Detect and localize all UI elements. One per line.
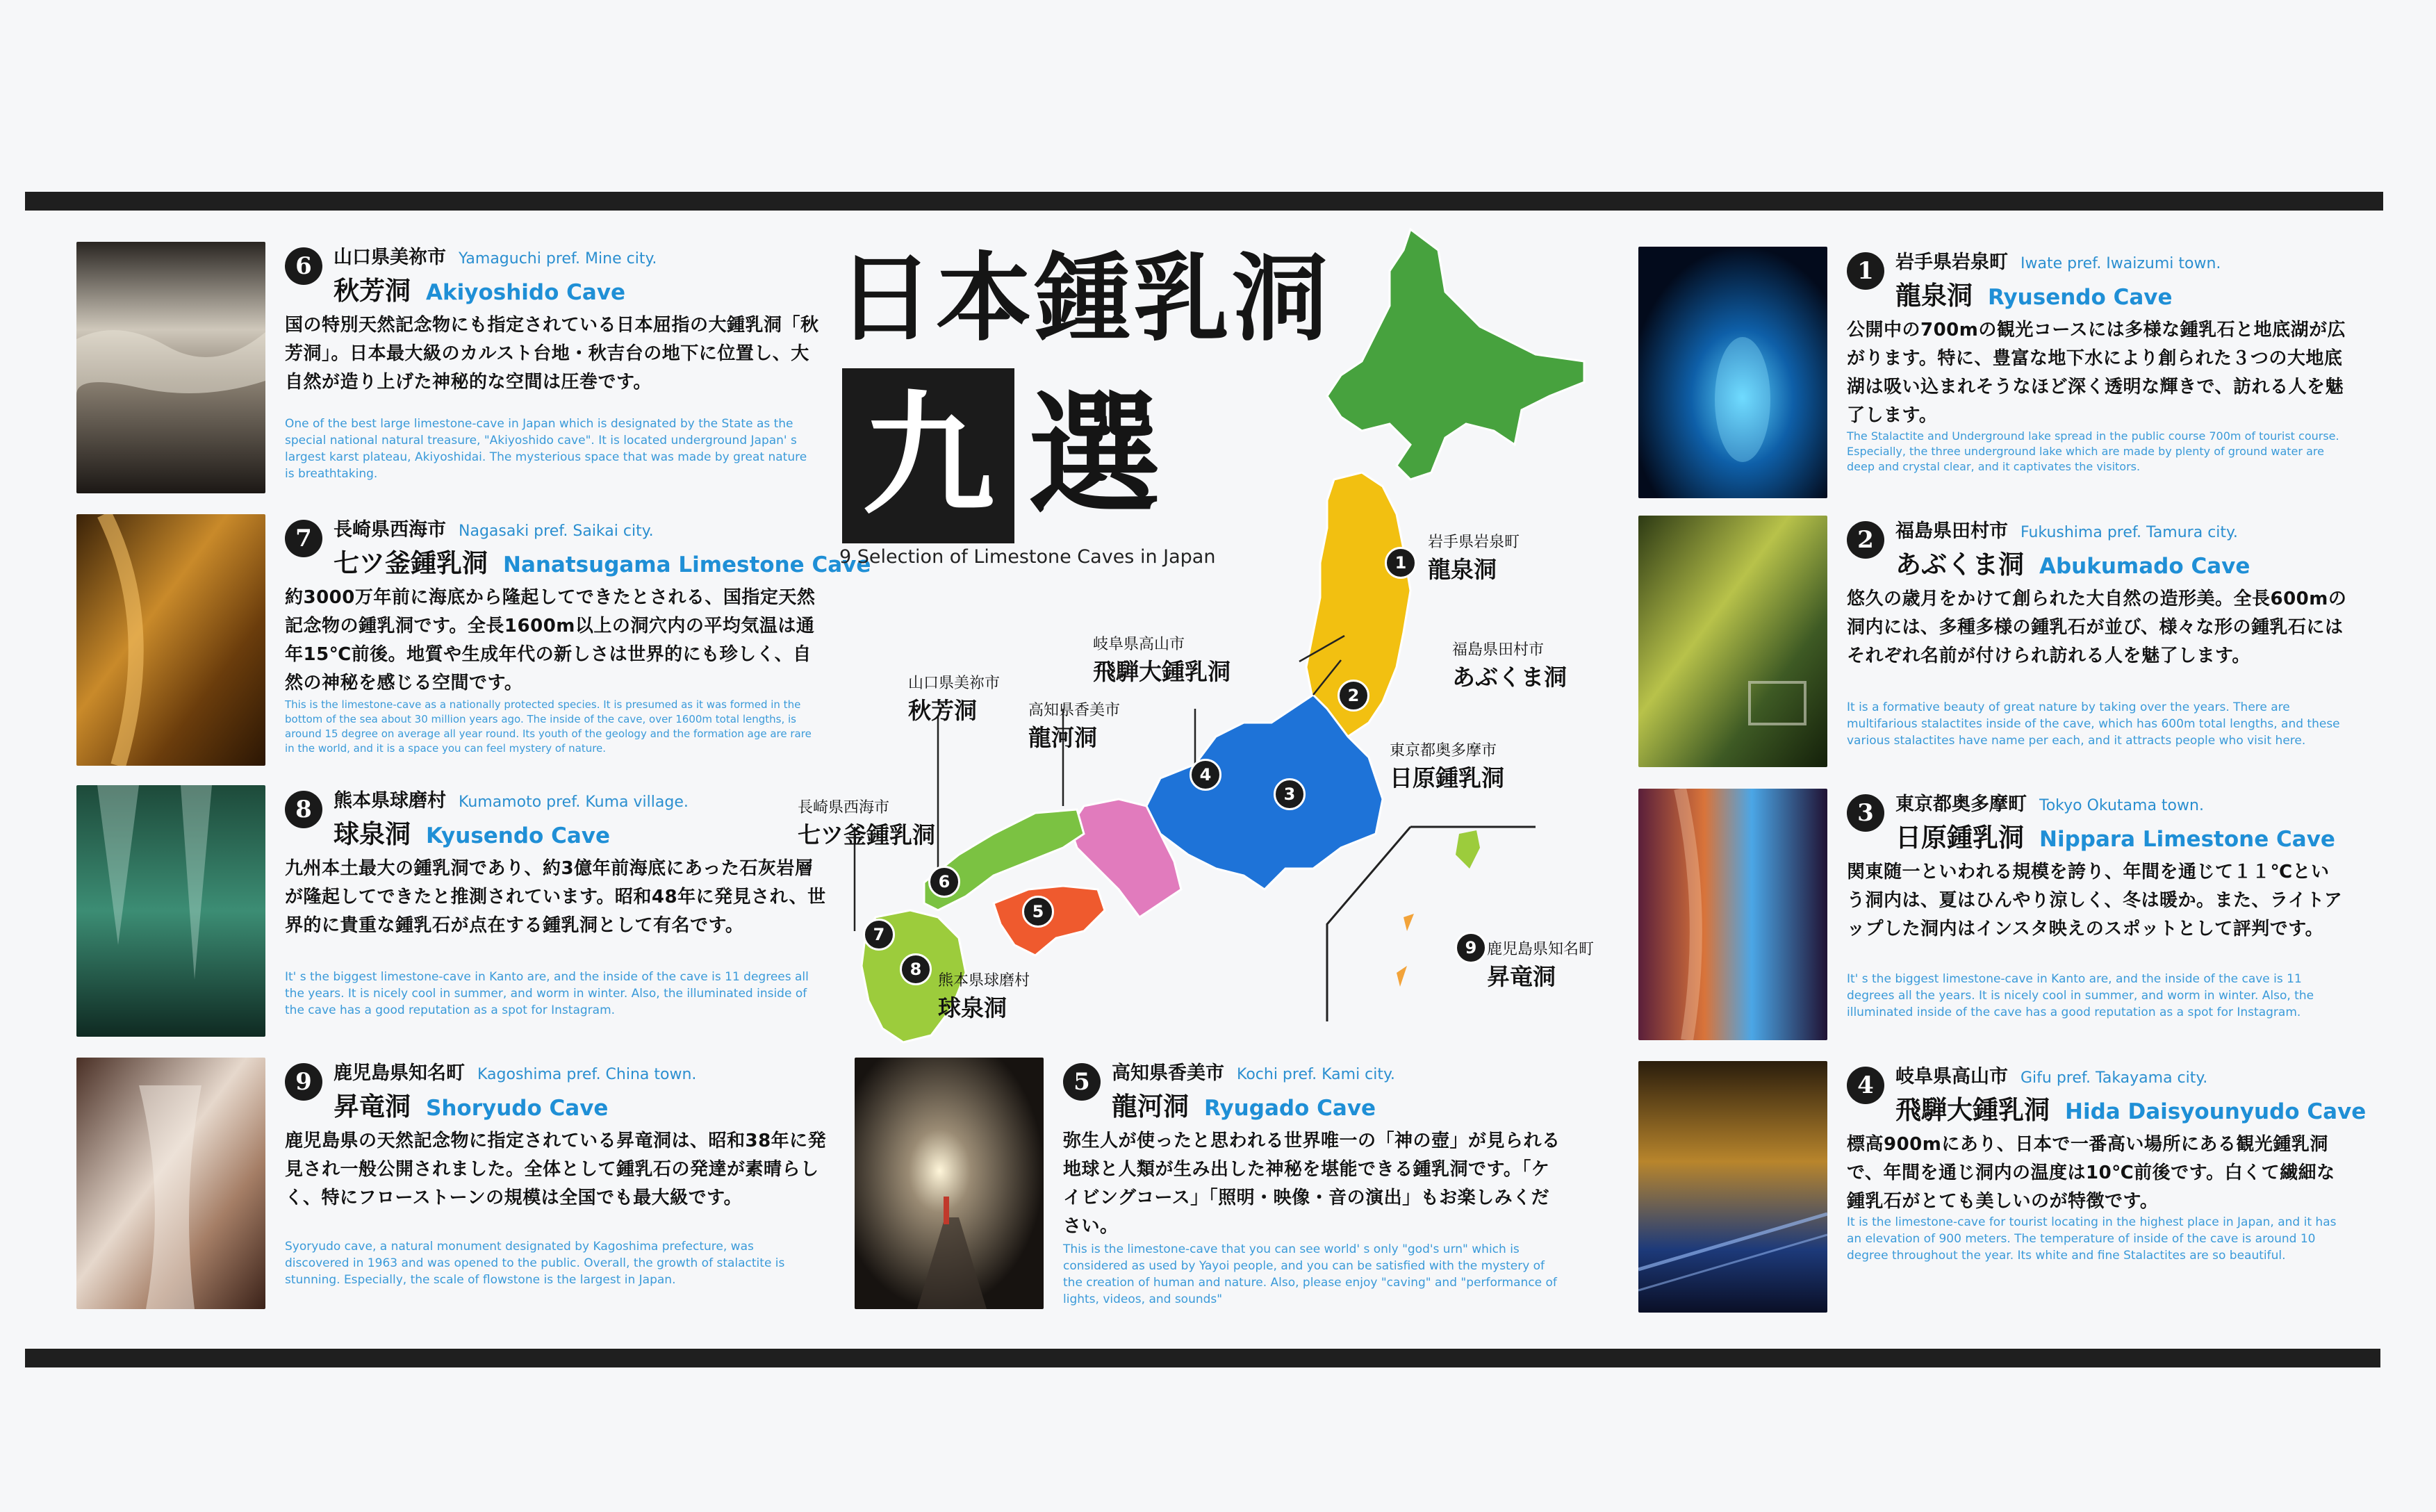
map-label-8: 熊本県球磨村 球泉洞: [938, 972, 1030, 1021]
cave-description-jp: 公開中の700mの観光コースには多様な鍾乳石と地底湖が広がります。特に、豊富な地下水により創られた３つの大地底湖は吸い込まれそうなほど深く透明な輝きで、訪れる人を魅了します。: [1847, 320, 2346, 426]
island: [1456, 830, 1480, 869]
map-label-3: 東京都奥多摩市 日原鍾乳洞: [1390, 742, 1504, 791]
cave-card-7: [76, 514, 871, 771]
map-label-9: 鹿児島県知名町 昇竜洞: [1487, 941, 1595, 990]
cave-location: 東京都奥多摩町 Tokyo Okutama town.: [1895, 794, 2204, 815]
cave-description-en: It is the limestone-cave for tourist locating in the highest place in Japan, and it has an elevation of 900 meters. The temperature of inside of the cave is around 10 degree throughout the year. Its white and fine Stalactites are so beautiful.: [1847, 1215, 2337, 1263]
map-label-6: 山口県美祢市 秋芳洞: [908, 675, 1001, 724]
shoryudo-cave-photo: [76, 1058, 265, 1309]
cave-number-badge: 3: [1847, 794, 1884, 832]
cave-name: 球泉洞 Kyusendo Cave: [334, 819, 611, 849]
map-label-5: 高知県香美市 龍河洞: [1028, 702, 1121, 751]
cave-number-badge: 7: [285, 520, 322, 557]
map-pin-3: 3: [1274, 778, 1306, 810]
cave-location: 高知県香美市 Kochi pref. Kami city.: [1112, 1062, 1395, 1084]
cave-location: 鹿児島県知名町 Kagoshima pref. China town.: [334, 1062, 697, 1084]
cave-description-jp: 九州本土最大の鍾乳洞であり、約3億年前海底にあった石灰岩層が隆起してできたと推測されています。昭和48年に発見され、世界的に貴重な鍾乳石が点在する鍾乳洞として有名です。: [285, 858, 826, 936]
cave-location: 山口県美祢市 Yamaguchi pref. Mine city.: [334, 247, 657, 268]
akiyoshido-cave-photo: [76, 242, 265, 493]
cave-number-badge: 8: [285, 791, 322, 828]
nanatsugama-cave-photo: [76, 514, 265, 766]
cave-name: 昇竜洞 Shoryudo Cave: [334, 1092, 609, 1121]
page-subtitle: 9 Selection of Limestone Caves in Japan: [839, 546, 1216, 568]
cave-description-en: It' s the biggest limestone-cave in Kanto are, and the inside of the cave is 11 degrees all the years. It is nicely cool in summer, and worm in winter. Also, the illuminated inside of the cave has a good reputation as a spot for Instagram.: [285, 970, 809, 1017]
cave-card-2: [1638, 516, 2389, 773]
cave-name: 龍河洞 Ryugado Cave: [1112, 1092, 1376, 1121]
inset-frame-line: [1327, 827, 1536, 1021]
cave-card-8: [76, 785, 827, 1042]
map-pin-1: 1: [1385, 547, 1417, 579]
cave-number-badge: 2: [1847, 521, 1884, 559]
cave-number-badge: 6: [285, 247, 322, 285]
ryugado-cave-photo: [855, 1058, 1044, 1309]
title-kanji-rest: 選: [1028, 379, 1161, 532]
map-pin-2: 2: [1338, 680, 1369, 712]
cave-name: 龍泉洞 Ryusendo Cave: [1895, 281, 2173, 311]
title-kanji-boxed: 九: [862, 379, 994, 532]
cave-description-jp: 約3000万年前に海底から隆起してできたとされる、国指定天然記念物の鍾乳洞です。全長1600m以上の洞穴内の平均気温は通年15℃前後。地質や生成年代の新しさは世界的にも珍しく、自然の神秘を感じる空間です。: [285, 587, 816, 693]
cave-number-badge: 1: [1847, 252, 1884, 290]
cave-name: あぶくま洞 Abukumado Cave: [1895, 550, 2250, 580]
cave-card-4: [1638, 1061, 2389, 1318]
island: [1397, 914, 1414, 987]
cave-description-jp: 関東随一といわれる規模を誇り、年間を通じて１１℃という洞内は、夏はひんやり涼しく、冬は暖か。また、ライトアップした洞内はインスタ映えのスポットとして評判です。: [1847, 862, 2343, 939]
map-pin-4: 4: [1190, 759, 1221, 791]
hokkaido-region: [1327, 229, 1584, 479]
map-pin-8: 8: [900, 953, 932, 985]
map-pin-9: 9: [1455, 932, 1487, 964]
cave-location: 熊本県球磨村 Kumamoto pref. Kuma village.: [334, 790, 689, 812]
cave-description-en: It is a formative beauty of great nature by taking over the years. There are multifarious stalactites inside of the cave, which has 600m total lengths, and these various stalactites have name per each, and it attracts people who visit here.: [1847, 700, 2340, 748]
cave-card-5: [855, 1058, 1605, 1315]
cave-name: 七ツ釜鍾乳洞 Nanatsugama Limestone Cave: [334, 548, 871, 578]
bottom-divider-bar: [25, 1349, 2380, 1367]
nippara-cave-photo: [1638, 789, 1827, 1040]
map-pin-6: 6: [928, 866, 960, 898]
cave-description-en: The Stalactite and Underground lake spread in the public course 700m of tourist course. Especially, the three underground lake which are made by plenty of ground water are deep and crystal clear, and it captivates the visitors.: [1847, 429, 2339, 473]
cave-card-1: [1638, 247, 2389, 504]
cave-card-3: [1638, 789, 2389, 1046]
cave-description-en: Syoryudo cave, a natural monument designated by Kagoshima prefecture, was discovered in 1963 and was opened to the public. Overall, the growth of stalactite is stunning. Especially, the scale of flowstone is the largest in Japan.: [285, 1240, 785, 1287]
map-label-2: 福島県田村市 あぶくま洞: [1452, 641, 1567, 691]
kyusendo-cave-photo: [76, 785, 265, 1037]
page-title: 日本鍾乳洞: [837, 243, 1331, 354]
cave-location: 福島県田村市 Fukushima pref. Tamura city.: [1895, 520, 2238, 542]
cave-description-jp: 悠久の歳月をかけて創られた大自然の造形美。全長600mの洞内には、多種多様の鍾乳石が並び、様々な形の鍾乳石にはそれぞれ名前が付けられ訪れる人を魅了します。: [1847, 589, 2347, 666]
cave-description-jp: 鹿児島県の天然記念物に指定されている昇竜洞は、昭和38年に発見され一般公開されました。全体として鍾乳石の発達が素晴らしく、特にフローストーンの規模は全国でも最大級です。: [285, 1131, 827, 1208]
cave-description-en: One of the best large limestone-cave in Japan which is designated by the State as the special national natural treasure, "Akiyoshido cave". It is located underground Japan' s largest karst plateau, Akiyoshidai. The mysterious space that was made by great nature is breathtaking.: [285, 417, 807, 481]
cave-card-6: [76, 242, 827, 499]
cave-location: 長崎県西海市 Nagasaki pref. Saikai city.: [334, 519, 654, 541]
cave-description-jp: 国の特別天然記念物にも指定されている日本屈指の大鍾乳洞「秋芳洞」。日本最大級のカルスト台地・秋吉台の地下に位置し、大自然が造り上げた神秘的な空間は圧巻です。: [285, 315, 819, 393]
cave-number-badge: 4: [1847, 1067, 1884, 1104]
map-pin-5: 5: [1022, 896, 1054, 928]
cave-description-jp: 標高900mにあり、日本で一番高い場所にある観光鍾乳洞で、年間を通じ洞内の温度は10℃前後です。白くて繊細な鍾乳石がとても美しいのが特徴です。: [1847, 1134, 2335, 1212]
map-label-4: 岐阜県高山市 飛騨大鍾乳洞: [1093, 636, 1231, 685]
cave-name: 飛騨大鍾乳洞 Hida Daisyounyudo Cave: [1895, 1095, 2367, 1125]
map-label-7: 長崎県西海市 七ツ釜鍾乳洞: [798, 799, 935, 848]
cave-description-en: This is the limestone-cave as a nationally protected species. It is presumed as it was formed in the bottom of the sea about 30 million years ago. The inside of the cave, over 1600m total lengths, is around 15 degree on average all year round. Its youth of the geology and the formation age are rare in the world, and it is a space you can feel mystery of nature.: [285, 698, 812, 755]
cave-name: 秋芳洞 Akiyoshido Cave: [334, 276, 626, 306]
cave-location: 岩手県岩泉町 Iwate pref. Iwaizumi town.: [1895, 252, 2221, 273]
map-label-1: 岩手県岩泉町 龍泉洞: [1428, 534, 1520, 583]
cave-description-en: It' s the biggest limestone-cave in Kanto are, and the inside of the cave is 11 degrees all the years. It is nicely cool in summer, and worm in winter. Also, the illuminated inside of the cave has a good reputation as a spot for Instagram.: [1847, 972, 2314, 1019]
cave-number-badge: 5: [1063, 1063, 1101, 1101]
map-pin-7: 7: [863, 919, 895, 951]
ryusendo-cave-photo: [1638, 247, 1827, 498]
cave-description-jp: 弥生人が使ったと思われる世界唯一の「神の壺」が見られる地球と人類が生み出した神秘を堪能できる鍾乳洞です。「ケイビングコース」「照明・映像・音の演出」もお楽しみください。: [1063, 1131, 1561, 1237]
top-divider-bar: [25, 192, 2383, 211]
cave-description-en: This is the limestone-cave that you can see world' s only "god's urn" which is considered as used by Yayoi people, and you can be satisfied with the mystery of the creation of human and nature. Also, please enjoy "caving" and "performance of lights, videos, and sounds": [1063, 1242, 1557, 1306]
cave-card-9: [76, 1058, 827, 1315]
cave-name: 日原鍾乳洞 Nippara Limestone Cave: [1895, 823, 2335, 853]
cave-number-badge: 9: [285, 1063, 322, 1101]
hida-daisyounyudo-cave-photo: [1638, 1061, 1827, 1313]
cave-location: 岐阜県高山市 Gifu pref. Takayama city.: [1895, 1066, 2208, 1087]
abukumado-cave-photo: [1638, 516, 1827, 767]
